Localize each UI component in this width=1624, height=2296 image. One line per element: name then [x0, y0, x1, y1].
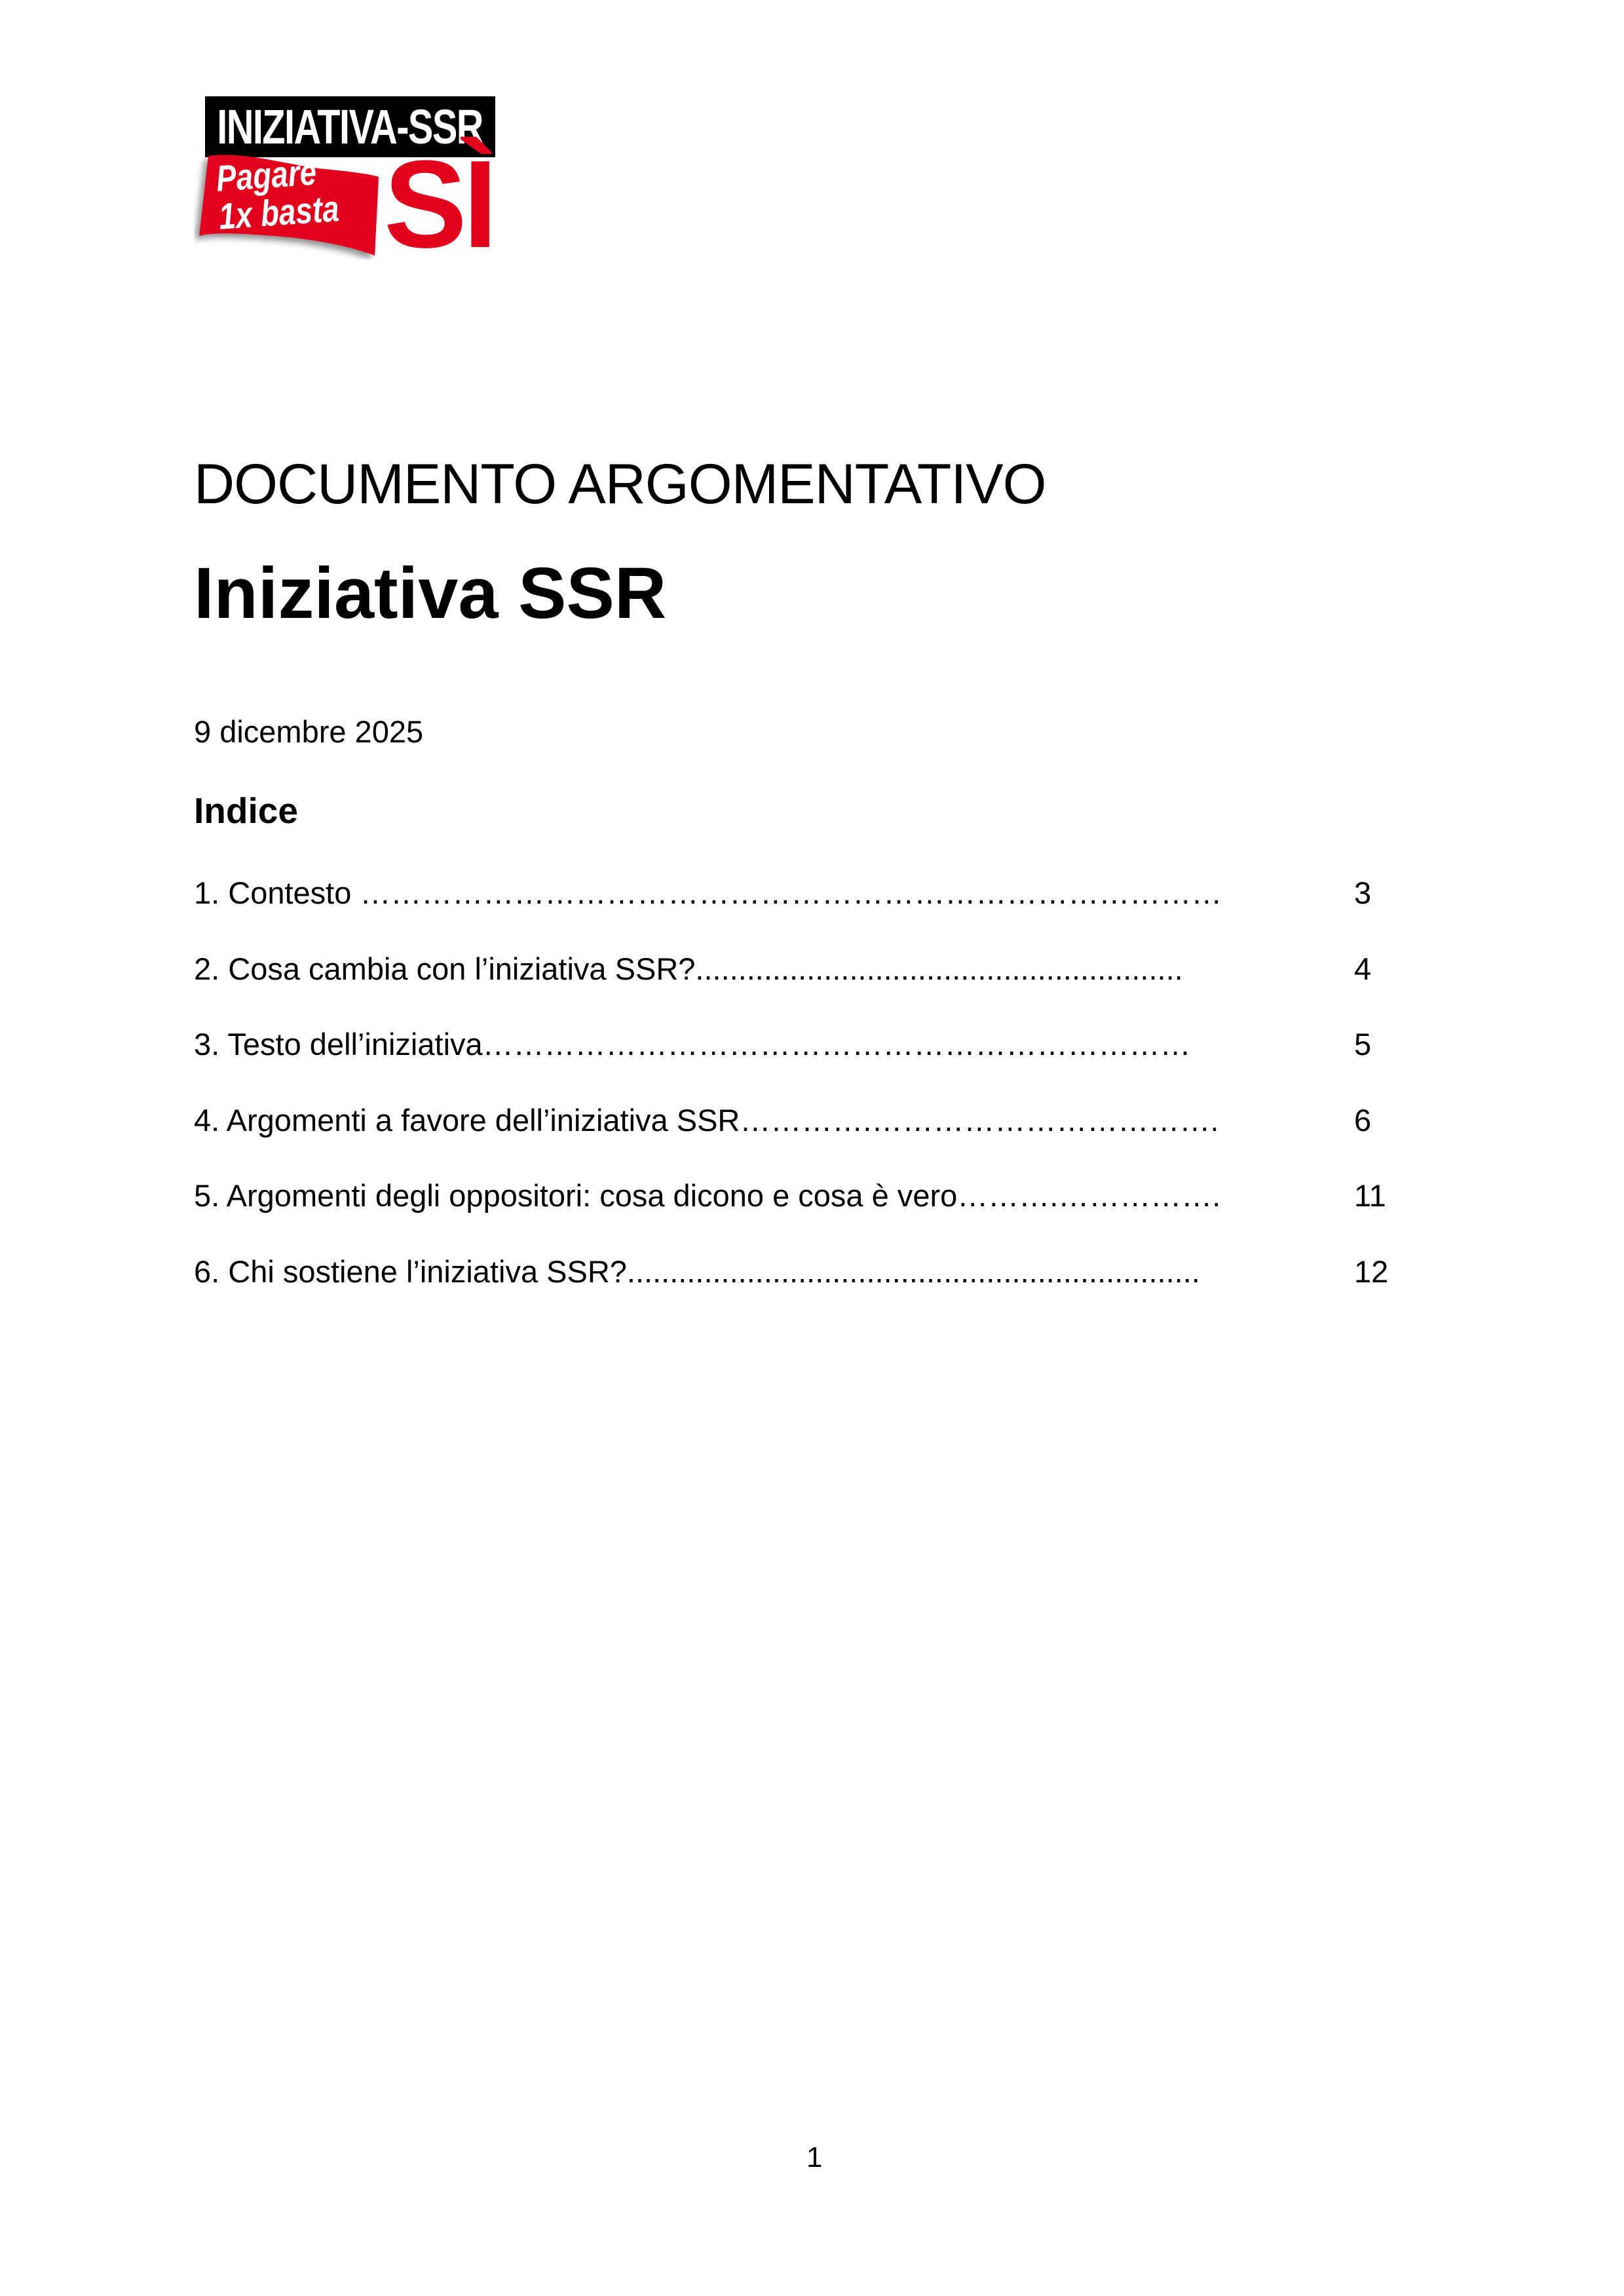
toc-entry-label[interactable]: 6. Chi sostiene l’iniziativa SSR?...................................................................: [194, 1253, 1200, 1289]
toc-entry-page: 12: [1354, 1253, 1389, 1289]
campaign-logo: [194, 94, 502, 274]
toc-entry-page: 11: [1354, 1178, 1386, 1214]
toc-entry-label[interactable]: 5. Argomenti degli oppositori: cosa dicono e cosa è vero……….…………….: [194, 1178, 1221, 1214]
page-title: Iniziativa SSR: [194, 553, 667, 634]
table-of-contents: [194, 871, 1439, 1326]
logo-red-flag: [194, 151, 384, 259]
toc-entry-label[interactable]: 1. Contesto …………………………………………………………………………: [194, 875, 1222, 910]
toc-entry-argomenti-oppositori[interactable]: [194, 1174, 1439, 1250]
toc-entry-page: 6: [1354, 1102, 1372, 1138]
toc-entry-label[interactable]: 4. Argomenti a favore dell’iniziativa SSR………….…………………………….: [194, 1102, 1219, 1138]
toc-entry-label[interactable]: 2. Cosa cambia con l’iniziativa SSR?.........................................................: [194, 951, 1183, 986]
toc-entry-chi-sostiene[interactable]: [194, 1250, 1439, 1326]
toc-entry-cosa-cambia[interactable]: [194, 947, 1439, 1024]
document-type: DOCUMENTO ARGOMENTATIVO: [194, 453, 1046, 516]
logo-si-text: SÌ: [384, 135, 494, 274]
document-date: 9 dicembre 2025: [194, 714, 424, 749]
flag-line-2: 1x basta: [217, 187, 341, 237]
flag-line-1: Pagare: [214, 151, 318, 199]
logo-title-text: INIZIATIVA-SSR: [217, 100, 483, 154]
toc-entry-page: 4: [1354, 951, 1372, 986]
toc-entry-contesto[interactable]: [194, 871, 1439, 947]
toc-entry-page: 3: [1354, 875, 1372, 910]
toc-entry-label[interactable]: 3. Testo dell’iniziativa……………………………………………………………: [194, 1027, 1191, 1062]
toc-heading: Indice: [194, 790, 298, 831]
toc-entry-page: 5: [1354, 1027, 1372, 1062]
toc-entry-argomenti-favore[interactable]: [194, 1099, 1439, 1175]
page-number: 1: [806, 2141, 823, 2173]
toc-entry-testo[interactable]: [194, 1023, 1439, 1099]
